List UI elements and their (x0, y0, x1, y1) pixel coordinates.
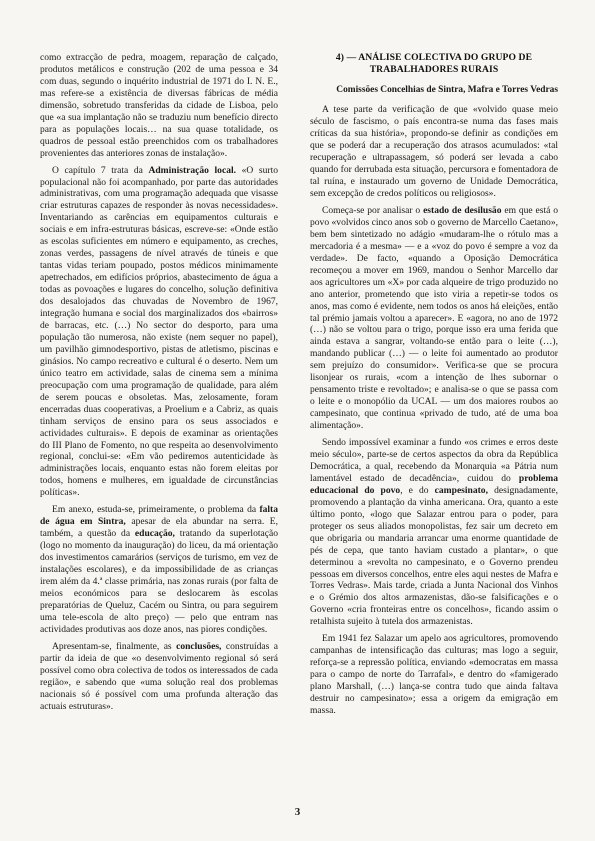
left-paragraph-1 (40, 52, 278, 160)
bold-term: educação, (134, 528, 175, 540)
text-run: «O surto populacional não foi acompanhado, por parte das autoridades administrativas, com uma programação adequada que visasse criar estruturas capazes de responder às novas necessidades». Inventariando as carências em equipamentos culturais e sociais e em infra-estruturas básicas, escreve-se: «Onde estão as escolas suficientes em número e equipamento, as creches, zonas verdes, passagens de nível através de túneis e que tantas vidas teriam poupado, postos médicos minimamente apetrechados, em edifícios próprios, abastecimento de água a todas as povoações e lugares do concelho, solução definitiva dos desalojados das chuvadas de Novembro de 1967, integração humana e social dos marginalizados dos «bairros» de barracas, etc. (…) No sector do desporto, para uma população tão numerosa, não existe (nem sequer no papel), um pavilhão gimnodesportivo, pistas de atletismo, piscinas e ginásios. No campo recreativo e cultural é o deserto. Nem um único teatro em actividade, salas de cinema sem a mínima preocupação com uma programação de qualidade, para além de serem poucas e obsoletas. Mas, zelosamente, foram encerradas duas cooperativas, a Proelium e a Cabriz, as quais tinham serviços de ensino para os seus associados e actividades culturais». E depois de examinar as orientações do III Plano de Fomento, no que respeita ao desenvolvimento regional, conclui-se: «Em vão pediremos autenticidade às administrações locais, enquanto estas não forem eleitas por todos, homens e mulheres, em igualdade de circunstâncias políticas». (40, 164, 278, 499)
text-run: Em 1941 fez Salazar um apelo aos agricultores, promovendo campanhas de intensificação das culturas; mas logo a seguir, reforça-se a repressão política, enviando «democratas em massa para o campo de norte do Tarrafal», e dentro do «famigerado plano Marshall, (…) lança-se contra tudo que ainda faltava destruir no campesinato»; essa a origem da emigração em massa. (310, 633, 558, 716)
text-run: Apresentam-se, finalmente, as (52, 640, 177, 652)
bold-term: Administração local. (148, 164, 237, 176)
section-title-line-1: 4) — ANÁLISE COLECTIVA DO GRUPO DE (335, 52, 533, 63)
text-run: A tese parte da verificação de que «volvido quase meio século de fascismo, o país encontra-se numa das fases mais críticas da sua história», propondo-se definir as condições em que se poderá dar a recuperação dos atrasos acumulados: «tal recuperação e ultrapassagem, só poderá ser levada a cabo quando for derrubada esta situação, percursora e fomentadora de tal ruína, e instaurado um governo de Unidade Democrática, sem excepção de credos políticos ou religiosos». (310, 104, 558, 199)
left-paragraph-2 (40, 165, 278, 500)
section-title-line-2: TRABALHADORES RURAIS (369, 63, 499, 75)
text-run: , e do (400, 484, 435, 496)
text-run: construídas a partir da ideia de que «o desenvolvimento regional só será possível como obra colectiva de todos os interessados de cada região», e sabendo que «uma solução real dos problemas nacionais só é possível com uma profunda alteração das actuais estruturas». (40, 640, 279, 712)
text-run: Em anexo, estuda-se, primeiramente, o problema da (52, 504, 260, 516)
byline-text: Comissões Concelhias de Sintra, Mafra e Torres Vedras (336, 85, 558, 95)
bold-term: falta de água em Sintra, (40, 504, 278, 528)
left-column (40, 52, 278, 712)
text-run: O capítulo 7 trata da (52, 164, 149, 176)
text-run: apesar de ela abundar na serra. E, também, a questão da (40, 516, 278, 540)
right-column (310, 52, 558, 717)
text-run: tratando da superlotação (logo no momento da inauguração) do liceu, da má orientação dos investimentos camarários (serviços de turismo, em vez de instalações escolares), e da impossibilidade de as crianças irem além da 4.ª classe primária, nas zonas rurais (por falta de meios económicos para se deslocarem às escolas preparatórias de Queluz, Cacém ou Sintra, ou para seguirem uma tele-escola de alto preço) — pelo que entram nas actividades produtivas aos doze anos, nas piores condições. (40, 528, 278, 635)
bold-term: campesinato, (434, 484, 488, 496)
text-run: como extracção de pedra, moagem, reparação de calçado, produtos metálicos e construção (202 de uma pessoa e 34 com duas, segundo o inquérito industrial de 1971 do I. N. E., mas refere-se a existência de diversas fábricas de média dimensão, sobretudo transferidas da cidade de Lisboa, pelo que «a sua implantação não se traduziu num benefício directo para as populações locais… na sua quase totalidade, os quadros de pessoal estão preenchidos com os trabalhadores provenientes das anteriores zonas de instalação». (40, 52, 278, 159)
byline (310, 85, 558, 96)
right-paragraph-4 (310, 633, 558, 717)
section-title (310, 52, 558, 75)
text-run: em que está o povo «volvidos cinco anos sob o governo de Marcello Caetano», bem bem sintetizado no adágio «mudaram-lhe o rótulo mas a mercadoria é a mesma» — e a «voz do povo é sempre a voz da verdade». De facto, «quando a Oposição Democrática recomeçou a mover em 1969, mandou o Senhor Marcello dar aos agricultores um «X» por cada alqueire de trigo produzido no ano anterior, prometendo que isto viria a repetir-se todos os anos, mas como é evidente, nem todos os anos há eleições, então tal prémio jamais voltou a aparecer». E «agora, no ano de 1972 (…) não se voltou para o trigo, porque isso era uma ferida que ainda estava a sangrar, voltando-se então para o leite (…), mandando publicar (…) — o leite foi aumentado ao produtor sem prejuízo do consumidor». Verifica-se que se procura lisonjear os rurais, «com a intenção de lhes subornar o pensamento triste e revoltado»; e analisa-se o que se passa com o leite e o monopólio da UCAL — um dos maiores roubos ao campesinato, que continua «privado de tudo, até de uma boa alimentação». (310, 204, 558, 432)
page-number: 3 (294, 806, 301, 818)
bold-term: problema educacional do povo (310, 472, 558, 496)
left-paragraph-3 (40, 504, 278, 635)
right-paragraph-1 (310, 104, 558, 200)
text-run: Sendo impossível examinar a fundo «os crimes e erros deste meio século», parte-se de certos aspectos da obra da República Democrática, a qual, recebendo da Monarquia «a Pátria num lamentável estado de decadência», cuidou do (310, 437, 558, 484)
bold-term: conclusões, (176, 640, 222, 652)
text-run: Começa-se por analisar o (322, 204, 424, 216)
left-paragraph-4 (40, 641, 278, 713)
right-paragraph-2 (310, 205, 558, 432)
right-paragraph-3 (310, 437, 558, 628)
bold-term: estado de desilusão (423, 204, 502, 216)
text-run: designadamente, promovendo a plantação da vinha americana. Ora, quanto a este último ponto, «logo que Salazar entrou para o poder, para proteger os seus aliados monopolistas, fez sair um decreto em que obrigaria ou mandaria arrancar uma enorme quantidade de pés de cepa, que tanto haviam custado a plantar», o que determinou a «revolta no campesinato, e o Governo prendeu pessoas em diversos concelhos, entre eles aqui nestes de Mafra e Torres Vedras». Mais tarde, criada a Junta Nacional dos Vinhos e o Grémio dos altos armazenistas, dão-se falsificações e o Governo «cria fronteiras entre os concelhos», ficando assim o retalhista sujeito à tutela dos armazenistas. (310, 484, 558, 628)
